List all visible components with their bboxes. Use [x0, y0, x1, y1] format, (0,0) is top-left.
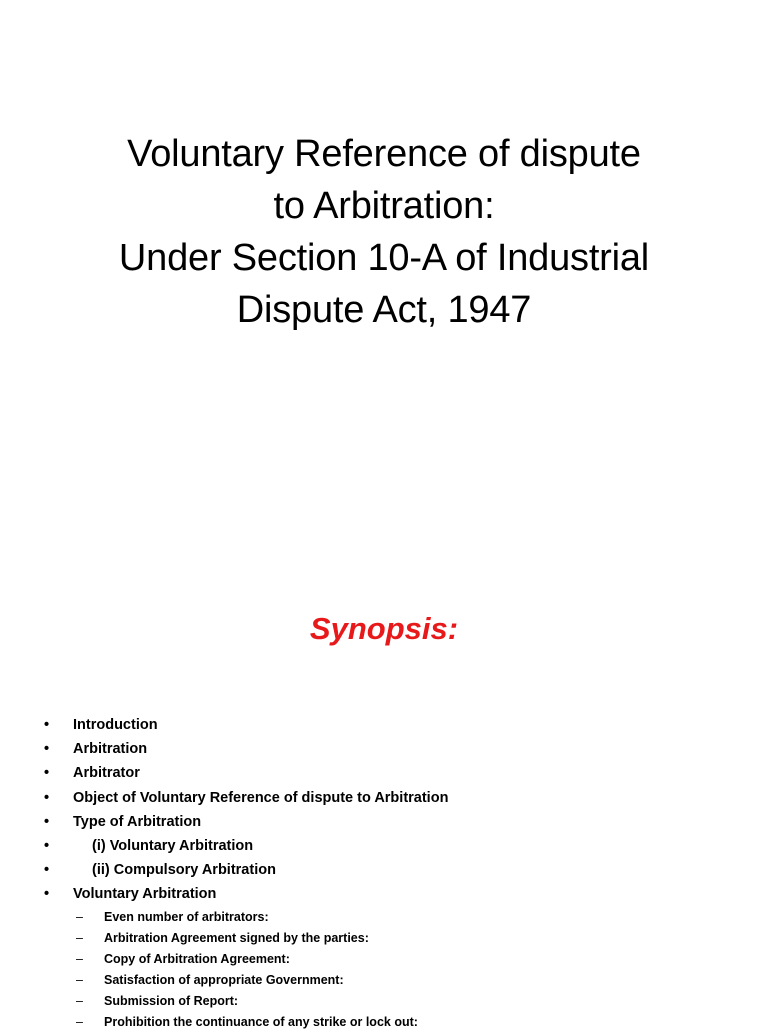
- bullet-icon: •: [44, 813, 50, 830]
- list-item-text: Voluntary Arbitration: [73, 886, 217, 903]
- dash-icon: –: [76, 931, 83, 945]
- list-item-text: (i) Voluntary Arbitration: [92, 837, 254, 854]
- bullet-icon: •: [44, 862, 50, 879]
- sub-list-item-text: Arbitration Agreement signed by the parties:: [104, 931, 369, 945]
- list-item-text: Introduction: [73, 717, 158, 733]
- title-line-1: Voluntary Reference of dispute: [127, 133, 641, 175]
- title-line-4: Dispute Act, 1947: [236, 289, 532, 331]
- sub-list-item-text: Submission of Report:: [104, 994, 239, 1008]
- dash-icon: –: [76, 1015, 83, 1029]
- list-item-text: Arbitrator: [73, 765, 140, 782]
- bullet-icon: •: [44, 717, 50, 733]
- dash-icon: –: [76, 910, 83, 924]
- bullet-icon: •: [44, 765, 50, 782]
- bullet-icon: •: [44, 741, 50, 758]
- list-item-text: Arbitration: [73, 741, 148, 758]
- title-line-3: Under Section 10-A of Industrial: [118, 237, 650, 279]
- list-item-text: (ii) Compulsory Arbitration: [92, 862, 276, 879]
- bullet-icon: •: [44, 789, 50, 806]
- bullet-icon: •: [44, 886, 50, 903]
- dash-icon: –: [76, 952, 83, 966]
- sub-list-item-text: Copy of Arbitration Agreement:: [104, 952, 290, 966]
- sub-list-item-text: Satisfaction of appropriate Government:: [104, 973, 344, 987]
- list-item-text: Type of Arbitration: [73, 813, 202, 830]
- bullet-icon: •: [44, 837, 50, 854]
- title-line-2: to Arbitration:: [273, 185, 495, 227]
- dash-icon: –: [76, 994, 83, 1008]
- synopsis-heading: Synopsis:: [309, 611, 459, 646]
- page-title: [40, 128, 728, 336]
- sub-list-item-text: Prohibition the continuance of any strike or lock out:: [104, 1015, 418, 1029]
- sub-list-item-text: Even number of arbitrators:: [104, 910, 269, 924]
- list-item-text: Object of Voluntary Reference of dispute to Arbitration: [73, 789, 449, 806]
- dash-icon: –: [76, 973, 83, 987]
